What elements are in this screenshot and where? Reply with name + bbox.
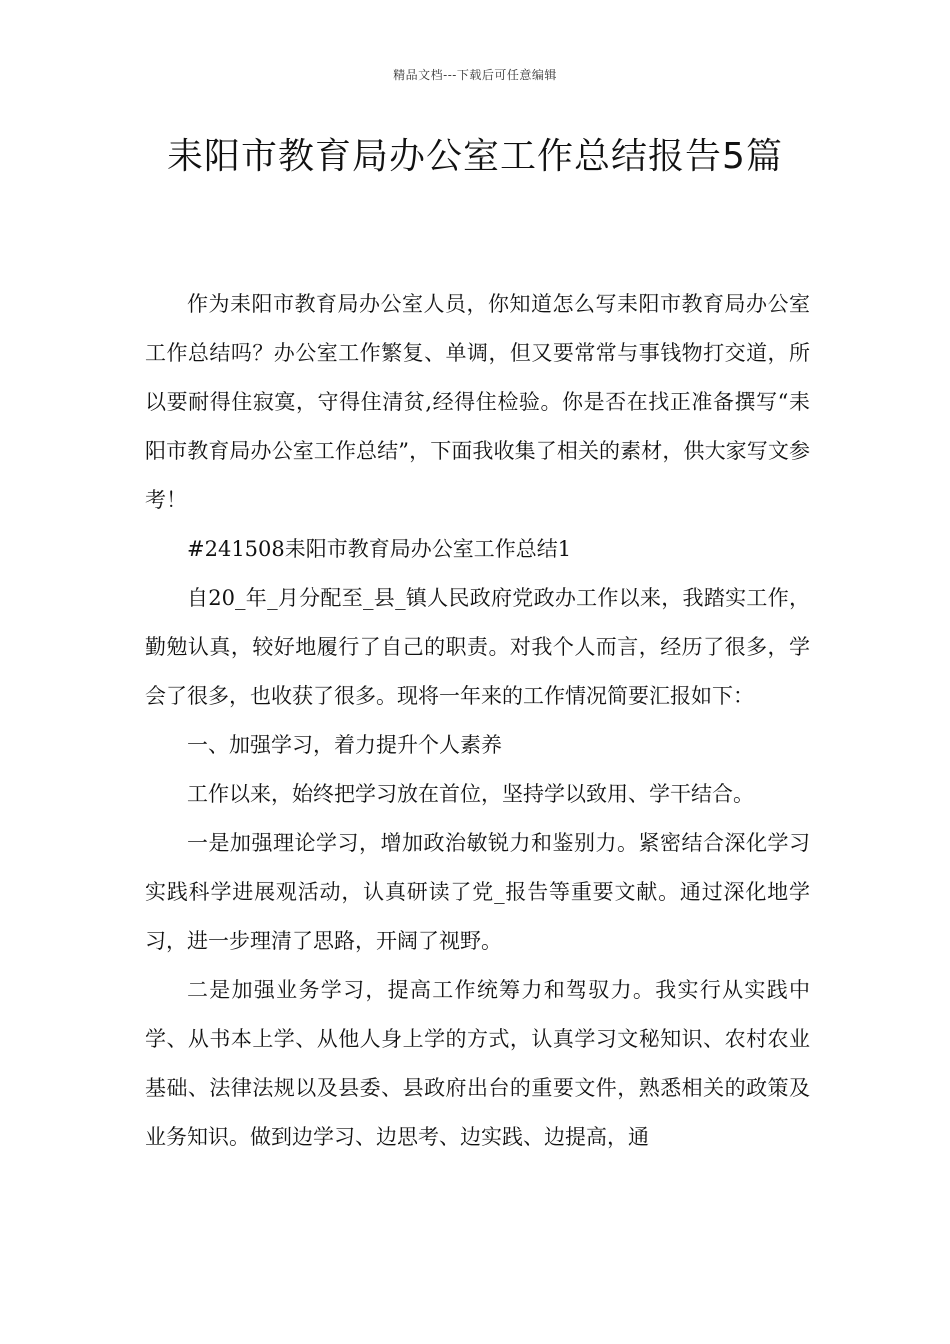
- body-paragraph: 自20_年_月分配至_县_镇人民政府党政办工作以来，我踏实工作，勤勉认真，较好地履行了自己的职责。对我个人而言，经历了很多，学会了很多，也收获了很多。现将一年来的工作情况简要汇报如下：: [145, 586, 810, 708]
- body-paragraph: 一是加强理论学习，增加政治敏锐力和鉴别力。紧密结合深化学习实践科学进展观活动，认真研读了党_报告等重要文献。通过深化地学习，进一步理清了思路，开阔了视野。: [145, 831, 810, 953]
- document-title: 耒阳市教育局办公室工作总结报告5篇: [167, 136, 783, 177]
- body-paragraph: 工作以来，始终把学习放在首位，坚持学以致用、学干结合。: [187, 782, 754, 806]
- intro-paragraph: 作为耒阳市教育局办公室人员，你知道怎么写耒阳市教育局办公室工作总结吗？办公室工作繁复、单调，但又要常常与事钱物打交道，所以要耐得住寂寞，守得住清贫,经得住检验。你是否在找正准备撰写“耒阳市教育局办公室工作总结”，下面我收集了相关的素材，供大家写文参考！: [145, 292, 810, 512]
- header-note: 精品文档---下载后可任意编辑: [393, 68, 557, 82]
- section-heading: #241508耒阳市教育局办公室工作总结1: [187, 537, 572, 561]
- document-body: [145, 280, 810, 1162]
- subsection-heading: 一、加强学习，着力提升个人素养: [187, 733, 502, 757]
- body-paragraph: 二是加强业务学习，提高工作统筹力和驾驭力。我实行从实践中学、从书本上学、从他人身上学的方式，认真学习文秘知识、农村农业基础、法律法规以及县委、县政府出台的重要文件，熟悉相关的政策及业务知识。做到边学习、边思考、边实践、边提高，通: [145, 978, 810, 1149]
